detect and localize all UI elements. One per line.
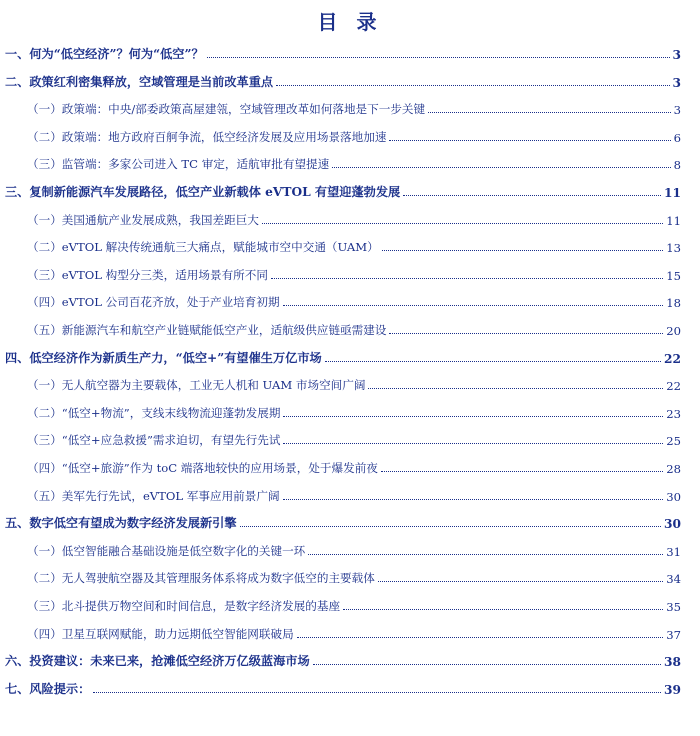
toc-section-entry[interactable]	[27, 484, 681, 504]
dot-leader	[262, 223, 663, 224]
toc-page-number: 30	[664, 517, 681, 532]
toc-section-entry[interactable]	[27, 539, 681, 559]
dot-leader	[283, 499, 664, 500]
toc-page-number: 3	[672, 48, 681, 62]
dot-leader	[308, 554, 663, 555]
dot-leader	[343, 609, 663, 610]
toc-chapter-entry[interactable]	[5, 511, 681, 531]
toc-section-entry[interactable]	[27, 401, 681, 421]
dot-leader	[368, 388, 663, 389]
dot-leader	[381, 471, 663, 472]
toc-page-number: 38	[664, 655, 681, 670]
dot-leader	[283, 305, 664, 306]
dot-leader	[313, 664, 661, 665]
toc-page-number: 39	[664, 682, 681, 697]
toc-entry-title: （五）新能源汽车和航空产业链赋能低空产业，适航级供应链亟需建设	[27, 323, 387, 337]
toc-entry-title: （二）“低空+物流”，支线末线物流迎蓬勃发展期	[27, 405, 281, 420]
toc-entry-title: （一）低空智能融合基础设施是低空数字化的关键一环	[27, 543, 306, 558]
toc-section-entry[interactable]	[27, 318, 681, 338]
toc-entry-title: （二）无人驾驶航空器及其管理服务体系将成为数字低空的主要载体	[27, 571, 375, 586]
toc-chapter-entry[interactable]	[5, 42, 681, 62]
toc-page-number: 3	[672, 75, 681, 90]
toc-entry-title: 一、何为“低空经济”？何为“低空”？	[5, 47, 204, 61]
toc-section-entry[interactable]	[27, 456, 681, 476]
toc-entry-title: （四）卫星互联网赋能，助力远期低空智能网联破局	[27, 626, 294, 641]
toc-section-entry[interactable]	[27, 428, 681, 448]
toc-page-number: 31	[666, 544, 681, 559]
dot-leader	[283, 443, 663, 444]
page-title: 目 录	[317, 10, 383, 34]
dot-leader	[276, 85, 669, 86]
toc-entry-title: （三）监管端：多家公司进入 TC 审定，适航审批有望提速	[27, 157, 330, 172]
toc-entry-title: （二）eVTOL 解决传统通航三大痛点，赋能城市空中交通（UAM）	[27, 240, 379, 255]
dot-leader	[325, 361, 661, 362]
toc-entry-title: （一）无人航空器为主要载体，工业无人机和 UAM 市场空间广阔	[27, 378, 366, 393]
toc-page-number: 3	[673, 103, 681, 118]
toc-chapter-entry[interactable]	[5, 346, 681, 366]
toc-entry-title: 六、投资建议：未来已来，抢滩低空经济万亿级蓝海市场	[5, 654, 310, 669]
toc-section-entry[interactable]	[27, 566, 681, 586]
toc-entry-title: （一）政策端：中央/部委政策高屋建瓴，空域管理改革如何落地是下一步关键	[27, 102, 426, 117]
toc-chapter-entry[interactable]	[5, 649, 681, 669]
toc-section-entry[interactable]	[27, 290, 681, 310]
toc-page-number: 18	[666, 296, 681, 311]
toc-page-number: 20	[666, 324, 681, 338]
toc-page-number: 22	[666, 379, 681, 394]
toc-entry-title: （三）eVTOL 构型分三类，适用场景有所不同	[27, 267, 268, 282]
toc-chapter-entry[interactable]	[5, 677, 681, 697]
toc-page-number: 22	[664, 351, 681, 366]
toc-entry-title: （五）美军先行先试，eVTOL 军事应用前景广阔	[27, 488, 280, 503]
toc-entry-title: 四、低空经济作为新质生产力，“低空+”有望催生万亿市场	[5, 350, 322, 365]
dot-leader	[378, 581, 663, 582]
toc-chapter-entry[interactable]	[5, 180, 681, 200]
dot-leader	[389, 140, 670, 141]
toc-section-entry[interactable]	[27, 263, 681, 283]
dot-leader	[283, 416, 663, 417]
toc-section-entry[interactable]	[27, 208, 681, 228]
toc-section-entry[interactable]	[27, 373, 681, 393]
toc-page-number: 25	[666, 434, 681, 449]
toc-page-number: 11	[666, 213, 681, 228]
toc-section-entry[interactable]	[27, 152, 681, 172]
toc-section-entry[interactable]	[27, 97, 681, 117]
dot-leader	[271, 278, 663, 279]
toc-page-number: 6	[673, 130, 681, 145]
toc-entry-title: 七、风险提示：	[5, 681, 91, 696]
dot-leader	[93, 692, 661, 693]
toc-entry-title: 二、政策红利密集释放，空域管理是当前改革重点	[5, 74, 274, 89]
toc-page-number: 23	[666, 406, 681, 421]
toc-entry-title: （四）“低空+旅游”作为 toC 端落地较快的应用场景，处于爆发前夜	[27, 461, 378, 475]
dot-leader	[389, 333, 663, 334]
toc-entry-title: 三、复制新能源汽车发展路径，低空产业新载体 eVTOL 有望迎蓬勃发展	[5, 185, 401, 199]
toc-entry-title: （一）美国通航产业发展成熟，我国差距巨大	[27, 212, 259, 227]
toc-entry-title: （三）“低空+应急救援”需求迫切，有望先行先试	[27, 433, 281, 448]
dot-leader	[382, 250, 663, 251]
dot-leader	[332, 167, 670, 168]
toc-entry-title: （四）eVTOL 公司百花齐放，处于产业培育初期	[27, 295, 280, 310]
toc-entry-title: （三）北斗提供万物空间和时间信息，是数字经济发展的基座	[27, 599, 341, 613]
toc-page-number: 35	[666, 600, 681, 614]
toc-section-entry[interactable]	[27, 594, 681, 614]
toc-entry-title: 五、数字低空有望成为数字经济发展新引擎	[5, 516, 237, 531]
toc-page-number: 28	[666, 462, 681, 476]
toc-section-entry[interactable]	[27, 622, 681, 642]
dot-leader	[428, 112, 671, 113]
toc-page-number: 34	[666, 572, 681, 587]
toc-page-number: 37	[666, 627, 681, 642]
toc-page-number: 8	[673, 158, 681, 173]
toc-entry-title: （二）政策端：地方政府百舸争流，低空经济发展及应用场景落地加速	[27, 129, 387, 144]
dot-leader	[207, 57, 670, 58]
dot-leader	[240, 526, 661, 527]
toc-page-number: 30	[666, 489, 681, 504]
dot-leader	[403, 195, 661, 196]
toc-section-entry[interactable]	[27, 125, 681, 145]
toc-page-number: 11	[664, 186, 681, 200]
toc-page-number: 13	[666, 241, 681, 256]
dot-leader	[297, 637, 664, 638]
toc-section-entry[interactable]	[27, 235, 681, 255]
toc-chapter-entry[interactable]	[5, 70, 681, 90]
toc-page-number: 15	[666, 268, 681, 283]
